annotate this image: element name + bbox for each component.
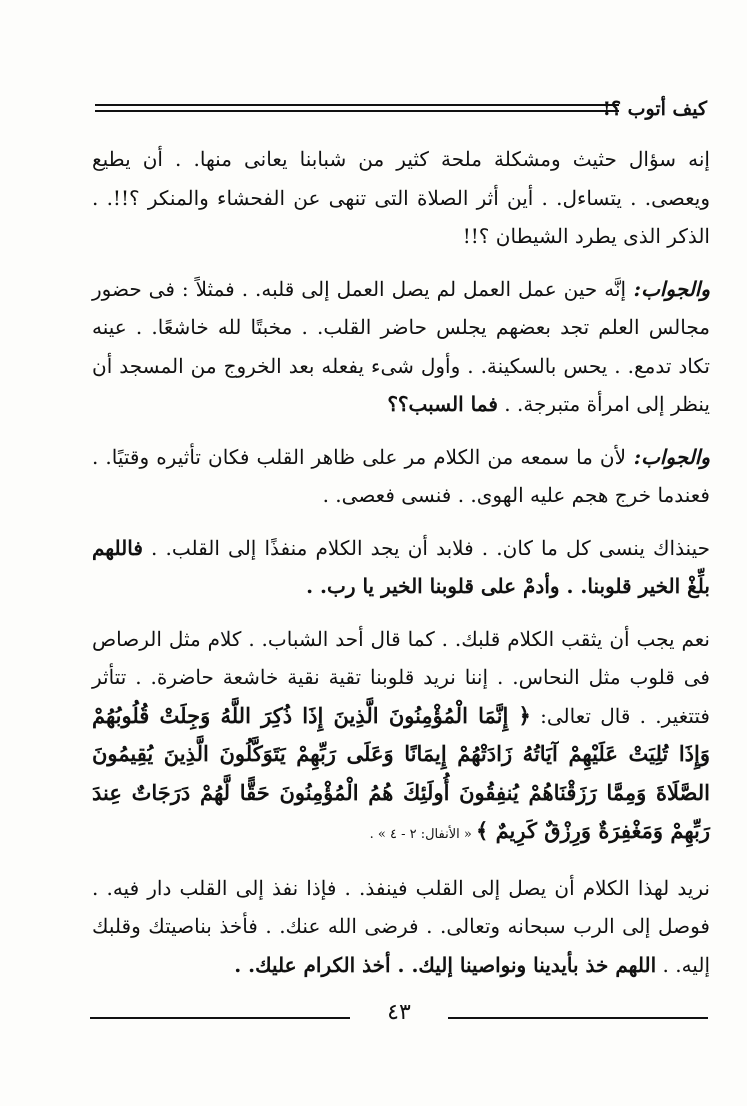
- paragraph-text: حينذاك ينسى كل ما كان. . فلابد أن يجد الكلام منفذًا إلى القلب. .: [142, 535, 710, 560]
- header-rule-top: [95, 104, 619, 106]
- paragraph-text: إنَّه حين عمل العمل لم يصل العمل إلى قلبه. . فمثلاً : فى حضور مجالس العلم تجد بعضهم يجلس حاضر القلب. . مخبتًا لله خاشعًا. . عينه تكاد تدمع. . يحس بالسكينة. . وأول شىء يفعله بعد الخروج من المسجد أن ينظر إلى امرأة متبرجة. .: [92, 276, 710, 416]
- paragraph: [92, 270, 710, 424]
- paragraph-text: نعم يجب أن يثقب الكلام قلبك. . كما قال أحد الشباب. . كلام مثل الرصاص فى قلوب مثل النحاس. . إننا نريد قلوبنا تقية نقية خاشعة حاضرة. . تتأثر فتتغير. . قال تعالى:: [92, 626, 710, 728]
- emphasis-text: فما السبب؟؟: [387, 392, 498, 416]
- paragraph-text: لأن ما سمعه من الكلام مر على ظاهر القلب فكان تأثيره وقتيًا. . فعندما خرج هجم عليه الهوى. . فنسى فعصى. .: [92, 444, 710, 507]
- page-footer: [90, 1000, 708, 1040]
- answer-lead: والجواب:: [626, 276, 710, 301]
- verse-reference: « الأنفال: ٢ - ٤ » .: [369, 827, 476, 842]
- paragraph-text: إنه سؤال حثيث ومشكلة ملحة كثير من شبابنا يعانى منها. . أن يطيع ويعصى. . يتساءل. . أين أثر الصلاة التى تنهى عن الفحشاء والمنكر ؟!!. . الذكر الذى يطرد الشيطان ؟!!: [92, 147, 710, 248]
- page-header: [95, 90, 707, 124]
- paragraph-text: نريد لهذا الكلام أن يصل إلى القلب فينفذ. . فإذا نفذ إلى القلب دار فيه. . فوصل إلى الرب سبحانه وتعالى. . فرضى الله عنك. . فأخذ بناصيتك وقلبك إليه. .: [92, 875, 710, 977]
- running-title: كيف أتوب ؟!: [602, 98, 707, 120]
- emphasis-text: فاللهم بلِّغْ الخير قلوبنا. . وأدمْ على قلوبنا الخير يا رب. .: [92, 535, 710, 598]
- paragraph: [92, 620, 710, 855]
- page-number: ٤٣: [387, 1000, 411, 1025]
- paragraph: [92, 438, 710, 515]
- paragraph: [92, 529, 710, 606]
- footer-rule-right: [448, 1017, 708, 1019]
- emphasis-text: اللهم خذ بأيدينا ونواصينا إليك. . أخذ الكرام عليك. .: [234, 952, 657, 977]
- quran-verse: ﴿ إِنَّمَا الْمُؤْمِنُونَ الَّذِينَ إِذَا ذُكِرَ اللَّهُ وَجِلَتْ قُلُوبُهُمْ وَإِذَا تُلِيَتْ عَلَيْهِمْ آيَاتُهُ زَادَتْهُمْ إِيمَانًا وَعَلَى رَبِّهِمْ يَتَوَكَّلُونَ الَّذِينَ يُقِيمُونَ الصَّلَاةَ وَمِمَّا رَزَقْنَاهُمْ يُنفِقُونَ أُولَئِكَ هُمُ الْمُؤْمِنُونَ حَقًّا لَّهُمْ دَرَجَاتٌ عِندَ رَبِّهِمْ وَمَغْفِرَةٌ وَرِزْقٌ كَرِيمٌ ﴾: [92, 702, 710, 843]
- paragraph: [92, 140, 710, 256]
- body-text: [92, 140, 710, 984]
- answer-lead: والجواب:: [626, 444, 711, 469]
- header-rule-bottom: [95, 110, 619, 112]
- paragraph: [92, 869, 710, 985]
